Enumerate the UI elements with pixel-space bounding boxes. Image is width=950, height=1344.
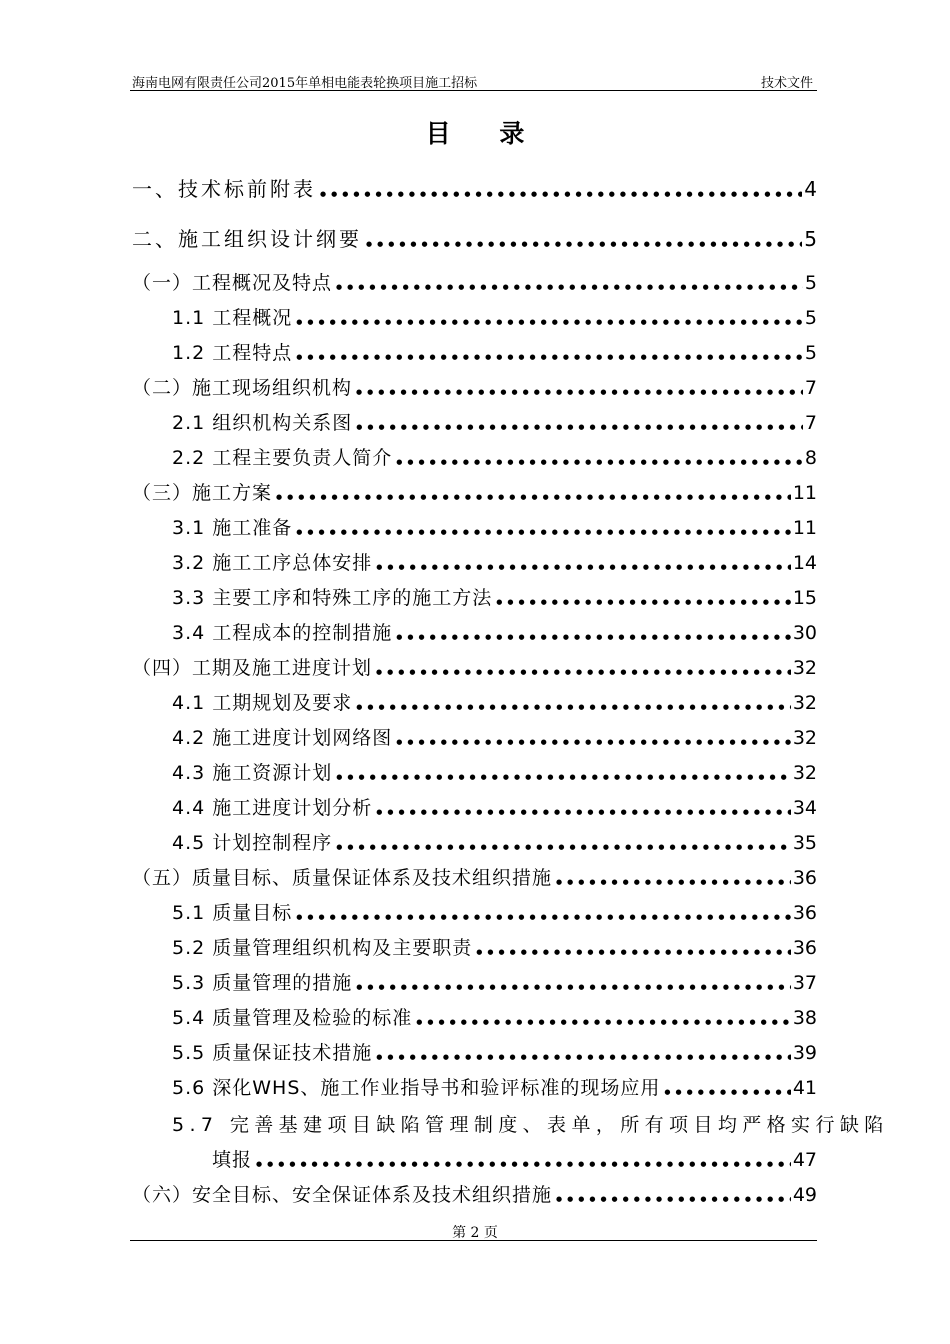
toc-page: 15 — [792, 587, 817, 609]
toc-page: 11 — [792, 482, 817, 504]
toc-page: 34 — [792, 797, 817, 819]
page-header — [130, 70, 817, 91]
toc-page: 5 — [804, 227, 817, 251]
toc-entry[interactable]: 4.3 施工资源计划 ●●●●●●●●●●●●●●●●●●●●●●●●●●●●●●●●●●●●●●●●●●●●●●●●●●●●●●●●●●●●●●●●●●●● 32 — [172, 758, 817, 785]
toc-entry[interactable]: 4.1 工期规划及要求 ●●●●●●●●●●●●●●●●●●●●●●●●●●●●●●●●●●●●●●●●●●●●●●●●●●●●●●●●●●●●●●●●●●●● 32 — [172, 688, 817, 715]
toc-page: 32 — [792, 762, 817, 784]
toc-entry[interactable]: （四）工期及施工进度计划 ●●●●●●●●●●●●●●●●●●●●●●●●●●●●●●●●●●●●●●●●●●●●●●●●●●●●●●●●●●●●●●●●●●●● 32 — [132, 653, 817, 680]
page-number: 第 2 页 — [452, 1225, 498, 1241]
toc-page: 41 — [792, 1077, 817, 1099]
toc-page: 32 — [792, 727, 817, 749]
toc-page: 11 — [792, 517, 817, 539]
toc-page: 35 — [792, 832, 817, 854]
toc-entry[interactable]: 3.2 施工工序总体安排 ●●●●●●●●●●●●●●●●●●●●●●●●●●●●●●●●●●●●●●●●●●●●●●●●●●●●●●●●●●●●●●●●●●●● 14 — [172, 548, 817, 575]
toc-page: 36 — [792, 902, 817, 924]
toc-page: 8 — [804, 447, 817, 469]
toc-page: 5 — [804, 272, 817, 294]
toc-entry[interactable]: （一）工程概况及特点 ●●●●●●●●●●●●●●●●●●●●●●●●●●●●●●●●●●●●●●●●●●●●●●●●●●●●●●●●●●●●●●●●●●●● 5 — [132, 268, 817, 295]
toc-page: 4 — [804, 177, 817, 201]
toc-entry[interactable]: 3.1 施工准备 ●●●●●●●●●●●●●●●●●●●●●●●●●●●●●●●●●●●●●●●●●●●●●●●●●●●●●●●●●●●●●●●●●●●● 11 — [172, 513, 817, 540]
toc-title: 目 录 — [425, 119, 545, 148]
toc-entry[interactable]: （三）施工方案 ●●●●●●●●●●●●●●●●●●●●●●●●●●●●●●●●●●●●●●●●●●●●●●●●●●●●●●●●●●●●●●●●●●●● 11 — [132, 478, 817, 505]
toc-entry[interactable]: 1.1 工程概况 ●●●●●●●●●●●●●●●●●●●●●●●●●●●●●●●●●●●●●●●●●●●●●●●●●●●●●●●●●●●●●●●●●●●● 5 — [172, 303, 817, 330]
toc-page: 47 — [792, 1149, 817, 1171]
footer-rule — [130, 1240, 817, 1241]
toc-page: 5 — [804, 342, 817, 364]
toc-page: 30 — [792, 622, 817, 644]
toc-entry[interactable]: 4.2 施工进度计划网络图 ●●●●●●●●●●●●●●●●●●●●●●●●●●●●●●●●●●●●●●●●●●●●●●●●●●●●●●●●●●●●●●●●●●●● 32 — [172, 723, 817, 750]
toc-entry[interactable]: 二、施工组织设计纲要 ●●●●●●●●●●●●●●●●●●●●●●●●●●●●●●●●●●●●●●●●●●●●●●●●●●●●●●●●●●●●●●●●●●●● 5 — [132, 223, 817, 252]
header-doc-type: 技术文件 — [760, 76, 813, 91]
toc-page: 38 — [792, 1007, 817, 1029]
toc-page: 39 — [792, 1042, 817, 1064]
toc-entry[interactable]: 4.5 计划控制程序 ●●●●●●●●●●●●●●●●●●●●●●●●●●●●●●●●●●●●●●●●●●●●●●●●●●●●●●●●●●●●●●●●●●●● 35 — [172, 828, 817, 855]
toc-entry[interactable]: 3.4 工程成本的控制措施 ●●●●●●●●●●●●●●●●●●●●●●●●●●●●●●●●●●●●●●●●●●●●●●●●●●●●●●●●●●●●●●●●●●●● 30 — [172, 618, 817, 645]
toc-page: 32 — [792, 692, 817, 714]
toc-page: 36 — [792, 937, 817, 959]
toc-entry[interactable]: 2.2 工程主要负责人简介 ●●●●●●●●●●●●●●●●●●●●●●●●●●●●●●●●●●●●●●●●●●●●●●●●●●●●●●●●●●●●●●●●●●●● 8 — [172, 443, 817, 470]
toc-entry[interactable]: （五）质量目标、质量保证体系及技术组织措施 ●●●●●●●●●●●●●●●●●●●●●●●●●●●●●●●●●●●●●●●●●●●●●●●●●●●●●●●●●●●●●●●●●●●● 36 — [132, 863, 817, 890]
toc-entry[interactable]: 5.6 深化WHS、施工作业指导书和验评标准的现场应用 ●●●●●●●●●●●●●●●●●●●●●●●●●●●●●●●●●●●●●●●●●●●●●●●●●●●●●●●●●●●●●●●●●●●● 41 — [172, 1073, 817, 1100]
toc-page: 5 — [804, 307, 817, 329]
toc-entry-first-line[interactable]: 5.7 完善基建项目缺陷管理制度、表单，所有项目均严格实行缺陷 — [172, 1114, 889, 1136]
toc-entry[interactable]: 5.5 质量保证技术措施 ●●●●●●●●●●●●●●●●●●●●●●●●●●●●●●●●●●●●●●●●●●●●●●●●●●●●●●●●●●●●●●●●●●●● 39 — [172, 1038, 817, 1065]
toc-entry[interactable]: 填报 ●●●●●●●●●●●●●●●●●●●●●●●●●●●●●●●●●●●●●●●●●●●●●●●●●●●●●●●●●●●●●●●●●●●● 47 — [212, 1145, 817, 1172]
toc-page: 37 — [792, 972, 817, 994]
toc-entry[interactable]: 5.4 质量管理及检验的标准 ●●●●●●●●●●●●●●●●●●●●●●●●●●●●●●●●●●●●●●●●●●●●●●●●●●●●●●●●●●●●●●●●●●●● 38 — [172, 1003, 817, 1030]
toc-entry[interactable]: 5.1 质量目标 ●●●●●●●●●●●●●●●●●●●●●●●●●●●●●●●●●●●●●●●●●●●●●●●●●●●●●●●●●●●●●●●●●●●● 36 — [172, 898, 817, 925]
toc-entry[interactable]: （二）施工现场组织机构 ●●●●●●●●●●●●●●●●●●●●●●●●●●●●●●●●●●●●●●●●●●●●●●●●●●●●●●●●●●●●●●●●●●●● 7 — [132, 373, 817, 400]
toc-entry[interactable]: 一、技术标前附表 ●●●●●●●●●●●●●●●●●●●●●●●●●●●●●●●●●●●●●●●●●●●●●●●●●●●●●●●●●●●●●●●●●●●● 4 — [132, 173, 817, 202]
toc-entry[interactable]: 3.3 主要工序和特殊工序的施工方法 ●●●●●●●●●●●●●●●●●●●●●●●●●●●●●●●●●●●●●●●●●●●●●●●●●●●●●●●●●●●●●●●●●●●● 15 — [172, 583, 817, 610]
toc-page: 49 — [792, 1184, 817, 1206]
toc-entry[interactable]: 4.4 施工进度计划分析 ●●●●●●●●●●●●●●●●●●●●●●●●●●●●●●●●●●●●●●●●●●●●●●●●●●●●●●●●●●●●●●●●●●●● 34 — [172, 793, 817, 820]
toc-page: 7 — [804, 412, 817, 434]
toc-entry[interactable]: 2.1 组织机构关系图 ●●●●●●●●●●●●●●●●●●●●●●●●●●●●●●●●●●●●●●●●●●●●●●●●●●●●●●●●●●●●●●●●●●●● 7 — [172, 408, 817, 435]
header-title: 海南电网有限责任公司2015年单相电能表轮换项目施工招标 — [132, 76, 478, 91]
toc-page: 32 — [792, 657, 817, 679]
toc-page: 36 — [792, 867, 817, 889]
toc-entry[interactable]: （六）安全目标、安全保证体系及技术组织措施 ●●●●●●●●●●●●●●●●●●●●●●●●●●●●●●●●●●●●●●●●●●●●●●●●●●●●●●●●●●●●●●●●●●●● 49 — [132, 1180, 817, 1207]
toc-page: 7 — [804, 377, 817, 399]
toc-page: 14 — [792, 552, 817, 574]
toc-entry[interactable]: 1.2 工程特点 ●●●●●●●●●●●●●●●●●●●●●●●●●●●●●●●●●●●●●●●●●●●●●●●●●●●●●●●●●●●●●●●●●●●● 5 — [172, 338, 817, 365]
toc-entry[interactable]: 5.2 质量管理组织机构及主要职责 ●●●●●●●●●●●●●●●●●●●●●●●●●●●●●●●●●●●●●●●●●●●●●●●●●●●●●●●●●●●●●●●●●●●● 36 — [172, 933, 817, 960]
toc-entry[interactable]: 5.3 质量管理的措施 ●●●●●●●●●●●●●●●●●●●●●●●●●●●●●●●●●●●●●●●●●●●●●●●●●●●●●●●●●●●●●●●●●●●● 37 — [172, 968, 817, 995]
